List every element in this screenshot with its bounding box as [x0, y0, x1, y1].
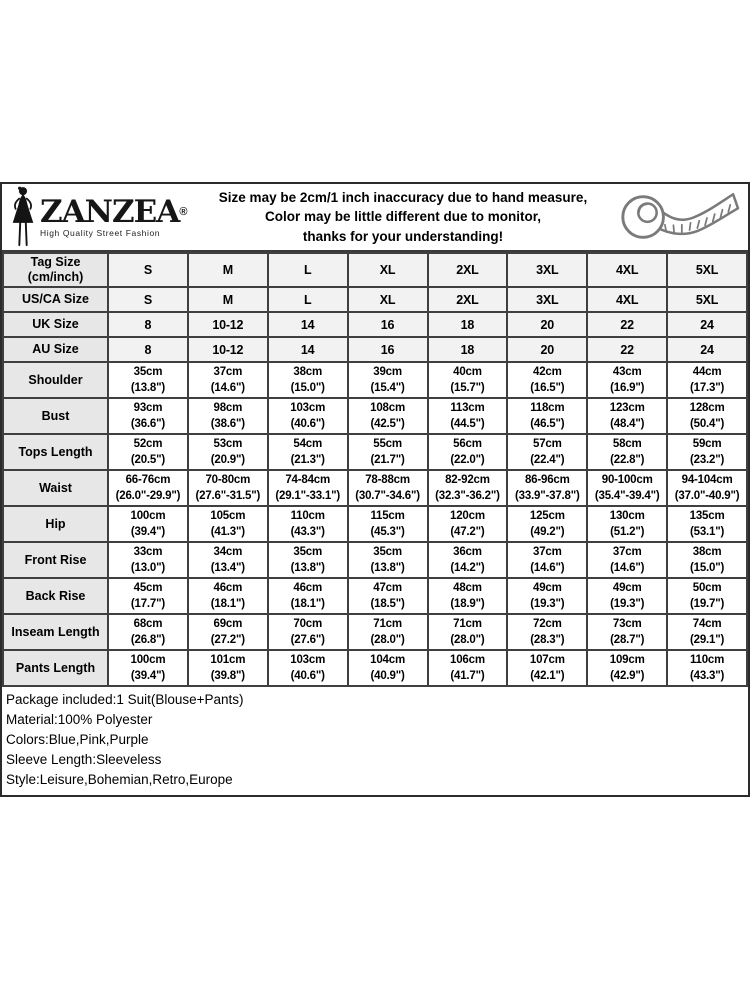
size-cell: 37cm (14.6") — [188, 362, 268, 398]
size-cell: 45cm (17.7") — [108, 578, 188, 614]
size-cell: 69cm (27.2") — [188, 614, 268, 650]
row-label: Hip — [3, 506, 108, 542]
size-cell: 74cm (29.1") — [667, 614, 747, 650]
size-cell: 48cm (18.9") — [428, 578, 508, 614]
size-cell: 59cm (23.2") — [667, 434, 747, 470]
size-cell: M — [188, 287, 268, 312]
table-row — [3, 614, 747, 650]
detail-line-sleeve: Sleeve Length:Sleeveless — [6, 752, 162, 767]
size-cell: 90-100cm (35.4"-39.4") — [587, 470, 667, 506]
brand-tagline: High Quality Street Fashion — [40, 227, 161, 238]
row-label: Shoulder — [3, 362, 108, 398]
detail-line-colors: Colors:Blue,Pink,Purple — [6, 732, 149, 747]
table-row — [3, 434, 747, 470]
brand-name: ZANZEA — [40, 193, 180, 230]
size-cell: 58cm (22.8") — [587, 434, 667, 470]
size-cell: 43cm (16.9") — [587, 362, 667, 398]
table-row — [3, 506, 747, 542]
size-cell: 78-88cm (30.7"-34.6") — [348, 470, 428, 506]
size-cell: 53cm (20.9") — [188, 434, 268, 470]
size-cell: 113cm (44.5") — [428, 398, 508, 434]
row-label: Pants Length — [3, 650, 108, 686]
size-cell: XL — [348, 253, 428, 287]
size-cell: 125cm (49.2") — [507, 506, 587, 542]
size-cell: 72cm (28.3") — [507, 614, 587, 650]
size-cell: 50cm (19.7") — [667, 578, 747, 614]
notice-line: thanks for your understanding! — [302, 228, 504, 244]
size-cell: 82-92cm (32.3"-36.2") — [428, 470, 508, 506]
size-cell: 57cm (22.4") — [507, 434, 587, 470]
size-cell: 110cm (43.3") — [667, 650, 747, 686]
size-cell: 35cm (13.8") — [108, 362, 188, 398]
brand-text — [40, 193, 188, 238]
size-cell: 3XL — [507, 253, 587, 287]
size-cell: 2XL — [428, 253, 508, 287]
size-cell: 118cm (46.5") — [507, 398, 587, 434]
size-cell: S — [108, 287, 188, 312]
woman-silhouette-icon — [8, 186, 38, 248]
size-cell: 37cm (14.6") — [587, 542, 667, 578]
size-cell: 135cm (53.1") — [667, 506, 747, 542]
measuring-tape-icon — [606, 187, 748, 247]
table-row — [3, 578, 747, 614]
size-cell: 42cm (16.5") — [507, 362, 587, 398]
notice-line: Size may be 2cm/1 inch inaccuracy due to hand measure, — [218, 189, 588, 205]
size-cell: 2XL — [428, 287, 508, 312]
size-cell: L — [268, 287, 348, 312]
size-cell: 109cm (42.9") — [587, 650, 667, 686]
size-cell: 49cm (19.3") — [587, 578, 667, 614]
size-cell: 107cm (42.1") — [507, 650, 587, 686]
size-cell: XL — [348, 287, 428, 312]
table-row — [3, 650, 747, 686]
size-cell: 14 — [268, 312, 348, 337]
size-cell: 3XL — [507, 287, 587, 312]
size-cell: M — [188, 253, 268, 287]
notice-line: Color may be little different due to monitor, — [264, 209, 542, 225]
row-label: US/CA Size — [3, 287, 108, 312]
size-cell: 18 — [428, 337, 508, 362]
size-cell: 24 — [667, 337, 747, 362]
size-cell: L — [268, 253, 348, 287]
size-cell: 66-76cm (26.0"-29.9") — [108, 470, 188, 506]
size-cell: 4XL — [587, 253, 667, 287]
size-cell: 14 — [268, 337, 348, 362]
size-cell: 94-104cm (37.0"-40.9") — [667, 470, 747, 506]
size-cell: 130cm (51.2") — [587, 506, 667, 542]
size-cell: 115cm (45.3") — [348, 506, 428, 542]
size-cell: 35cm (13.8") — [268, 542, 348, 578]
size-cell: 73cm (28.7") — [587, 614, 667, 650]
size-cell: 20 — [507, 312, 587, 337]
size-cell: 100cm (39.4") — [108, 650, 188, 686]
row-label: Tag Size (cm/inch) — [3, 253, 108, 287]
table-row — [3, 253, 747, 287]
size-cell: 68cm (26.8") — [108, 614, 188, 650]
detail-line-package: Package included:1 Suit(Blouse+Pants) — [6, 692, 244, 707]
size-cell: 46cm (18.1") — [268, 578, 348, 614]
size-cell: 103cm (40.6") — [268, 650, 348, 686]
table-row — [3, 398, 747, 434]
size-cell: 40cm (15.7") — [428, 362, 508, 398]
detail-line-material: Material:100% Polyester — [6, 712, 153, 727]
size-cell: 105cm (41.3") — [188, 506, 268, 542]
size-cell: 56cm (22.0") — [428, 434, 508, 470]
size-cell: 54cm (21.3") — [268, 434, 348, 470]
size-cell: 20 — [507, 337, 587, 362]
size-cell: 5XL — [667, 287, 747, 312]
product-details — [2, 687, 748, 795]
size-table — [2, 252, 748, 687]
size-cell: 4XL — [587, 287, 667, 312]
size-cell: 74-84cm (29.1"-33.1") — [268, 470, 348, 506]
detail-line-style: Style:Leisure,Bohemian,Retro,Europe — [6, 772, 233, 787]
size-cell: 37cm (14.6") — [507, 542, 587, 578]
size-cell: 71cm (28.0") — [428, 614, 508, 650]
size-cell: 46cm (18.1") — [188, 578, 268, 614]
size-cell: 35cm (13.8") — [348, 542, 428, 578]
size-cell: 110cm (43.3") — [268, 506, 348, 542]
chart-header — [2, 184, 748, 252]
size-cell: 123cm (48.4") — [587, 398, 667, 434]
size-cell: 38cm (15.0") — [268, 362, 348, 398]
size-cell: 39cm (15.4") — [348, 362, 428, 398]
size-cell: 16 — [348, 312, 428, 337]
size-cell: 8 — [108, 312, 188, 337]
size-cell: 18 — [428, 312, 508, 337]
size-cell: 49cm (19.3") — [507, 578, 587, 614]
row-label: Inseam Length — [3, 614, 108, 650]
row-label: Bust — [3, 398, 108, 434]
size-cell: 106cm (41.7") — [428, 650, 508, 686]
measure-notice — [200, 188, 606, 247]
row-label: Waist — [3, 470, 108, 506]
size-cell: 44cm (17.3") — [667, 362, 747, 398]
table-row — [3, 337, 747, 362]
size-cell: 24 — [667, 312, 747, 337]
size-chart-sheet — [0, 182, 750, 797]
size-cell: 55cm (21.7") — [348, 434, 428, 470]
row-label: Back Rise — [3, 578, 108, 614]
size-cell: 38cm (15.0") — [667, 542, 747, 578]
table-row — [3, 362, 747, 398]
size-cell: 103cm (40.6") — [268, 398, 348, 434]
size-cell: S — [108, 253, 188, 287]
size-cell: 98cm (38.6") — [188, 398, 268, 434]
size-cell: 33cm (13.0") — [108, 542, 188, 578]
size-cell: 100cm (39.4") — [108, 506, 188, 542]
row-label: Tops Length — [3, 434, 108, 470]
row-label: AU Size — [3, 337, 108, 362]
size-cell: 52cm (20.5") — [108, 434, 188, 470]
table-row — [3, 470, 747, 506]
size-cell: 34cm (13.4") — [188, 542, 268, 578]
row-label: UK Size — [3, 312, 108, 337]
size-cell: 10-12 — [188, 312, 268, 337]
registered-mark: ® — [179, 205, 188, 218]
size-cell: 108cm (42.5") — [348, 398, 428, 434]
size-cell: 70-80cm (27.6"-31.5") — [188, 470, 268, 506]
size-cell: 120cm (47.2") — [428, 506, 508, 542]
size-cell: 22 — [587, 312, 667, 337]
table-row — [3, 542, 747, 578]
size-cell: 104cm (40.9") — [348, 650, 428, 686]
size-cell: 101cm (39.8") — [188, 650, 268, 686]
size-cell: 5XL — [667, 253, 747, 287]
size-cell: 71cm (28.0") — [348, 614, 428, 650]
brand-logo — [2, 186, 200, 248]
size-cell: 16 — [348, 337, 428, 362]
size-cell: 70cm (27.6") — [268, 614, 348, 650]
size-cell: 8 — [108, 337, 188, 362]
row-label: Front Rise — [3, 542, 108, 578]
table-row — [3, 287, 747, 312]
size-cell: 86-96cm (33.9"-37.8") — [507, 470, 587, 506]
size-cell: 10-12 — [188, 337, 268, 362]
size-cell: 22 — [587, 337, 667, 362]
size-cell: 47cm (18.5") — [348, 578, 428, 614]
size-cell: 36cm (14.2") — [428, 542, 508, 578]
size-cell: 128cm (50.4") — [667, 398, 747, 434]
size-cell: 93cm (36.6") — [108, 398, 188, 434]
table-row — [3, 312, 747, 337]
